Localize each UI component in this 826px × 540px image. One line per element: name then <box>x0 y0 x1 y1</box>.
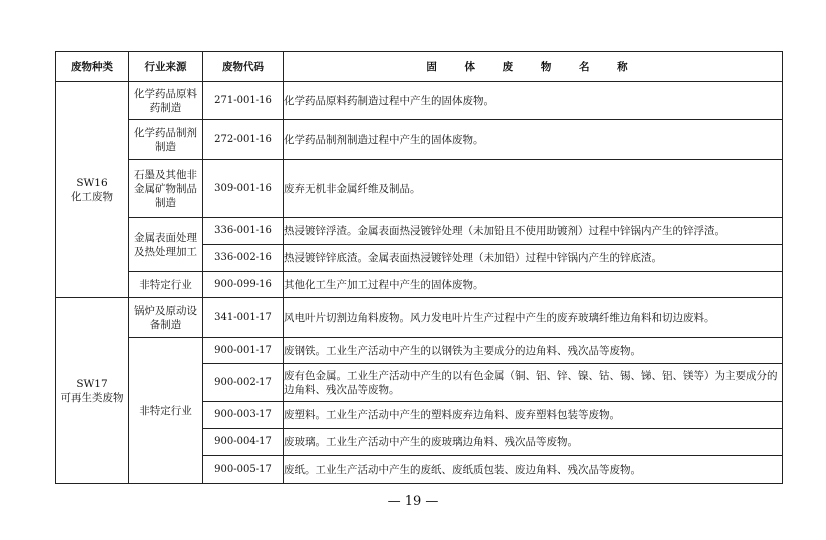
description-cell: 风电叶片切割边角料废物。风力发电叶片生产过程中产生的废弃玻璃纤维边角料和切边废料。 <box>284 298 783 338</box>
description-cell: 废有色金属。工业生产活动中产生的以有色金属（铜、铝、锌、镍、钴、锡、锑、铝、镁等）为主要成分的边角料、残次品等废物。 <box>284 364 783 402</box>
page-number: — 19 — <box>387 494 439 509</box>
table-row <box>56 338 783 364</box>
industry-cell: 非特定行业 <box>129 272 203 298</box>
category-code: SW16 <box>76 176 108 189</box>
code-cell: 900-001-17 <box>203 338 284 364</box>
table-row <box>56 82 783 120</box>
description-cell: 化学药品原料药制造过程中产生的固体废物。 <box>284 82 783 120</box>
description-cell: 其他化工生产加工过程中产生的固体废物。 <box>284 272 783 298</box>
code-cell: 271-001-16 <box>203 82 284 120</box>
description-cell: 废塑料。工业生产活动中产生的塑料废弃边角料、废弃塑料包装等废物。 <box>284 402 783 429</box>
category-cell-sw16 <box>56 82 129 298</box>
solid-waste-table <box>55 51 783 484</box>
industry-cell: 化学药品制剂制造 <box>129 120 203 160</box>
table-row <box>56 160 783 218</box>
description-cell: 废玻璃。工业生产活动中产生的废玻璃边角料、残次品等废物。 <box>284 429 783 456</box>
description-cell: 废钢铁。工业生产活动中产生的以钢铁为主要成分的边角料、残次品等废物。 <box>284 338 783 364</box>
category-name: 化工废物 <box>71 190 113 203</box>
header-name: 固 体 废 物 名 称 <box>284 52 783 82</box>
description-cell: 废纸。工业生产活动中产生的废纸、废纸质包装、废边角料、残次品等废物。 <box>284 456 783 484</box>
header-industry: 行业来源 <box>129 52 203 82</box>
industry-cell: 石墨及其他非金属矿物制品制造 <box>129 160 203 218</box>
code-cell: 900-003-17 <box>203 402 284 429</box>
description-cell: 热浸镀锌浮渣。金属表面热浸镀锌处理（未加铅且不使用助镀剂）过程中锌锅内产生的锌浮渣。 <box>284 218 783 245</box>
table-row <box>56 218 783 245</box>
category-cell-sw17 <box>56 298 129 484</box>
table-row <box>56 120 783 160</box>
code-cell: 272-001-16 <box>203 120 284 160</box>
industry-cell: 非特定行业 <box>129 338 203 484</box>
code-cell: 900-004-17 <box>203 429 284 456</box>
industry-cell: 金属表面处理及热处理加工 <box>129 218 203 272</box>
table-row <box>56 298 783 338</box>
code-cell: 341-001-17 <box>203 298 284 338</box>
header-category: 废物种类 <box>56 52 129 82</box>
industry-cell: 化学药品原料药制造 <box>129 82 203 120</box>
description-cell: 废弃无机非金属纤维及制品。 <box>284 160 783 218</box>
code-cell: 336-002-16 <box>203 245 284 272</box>
table-row <box>56 272 783 298</box>
code-cell: 900-099-16 <box>203 272 284 298</box>
category-name: 可再生类废物 <box>60 391 124 404</box>
table-header-row <box>56 52 783 82</box>
description-cell: 化学药品制剂制造过程中产生的固体废物。 <box>284 120 783 160</box>
description-cell: 热浸镀锌锌底渣。金属表面热浸镀锌处理（未加铅）过程中锌锅内产生的锌底渣。 <box>284 245 783 272</box>
code-cell: 309-001-16 <box>203 160 284 218</box>
code-cell: 900-002-17 <box>203 364 284 402</box>
header-code: 废物代码 <box>203 52 284 82</box>
category-code: SW17 <box>76 377 108 390</box>
code-cell: 336-001-16 <box>203 218 284 245</box>
industry-cell: 锅炉及原动设备制造 <box>129 298 203 338</box>
code-cell: 900-005-17 <box>203 456 284 484</box>
